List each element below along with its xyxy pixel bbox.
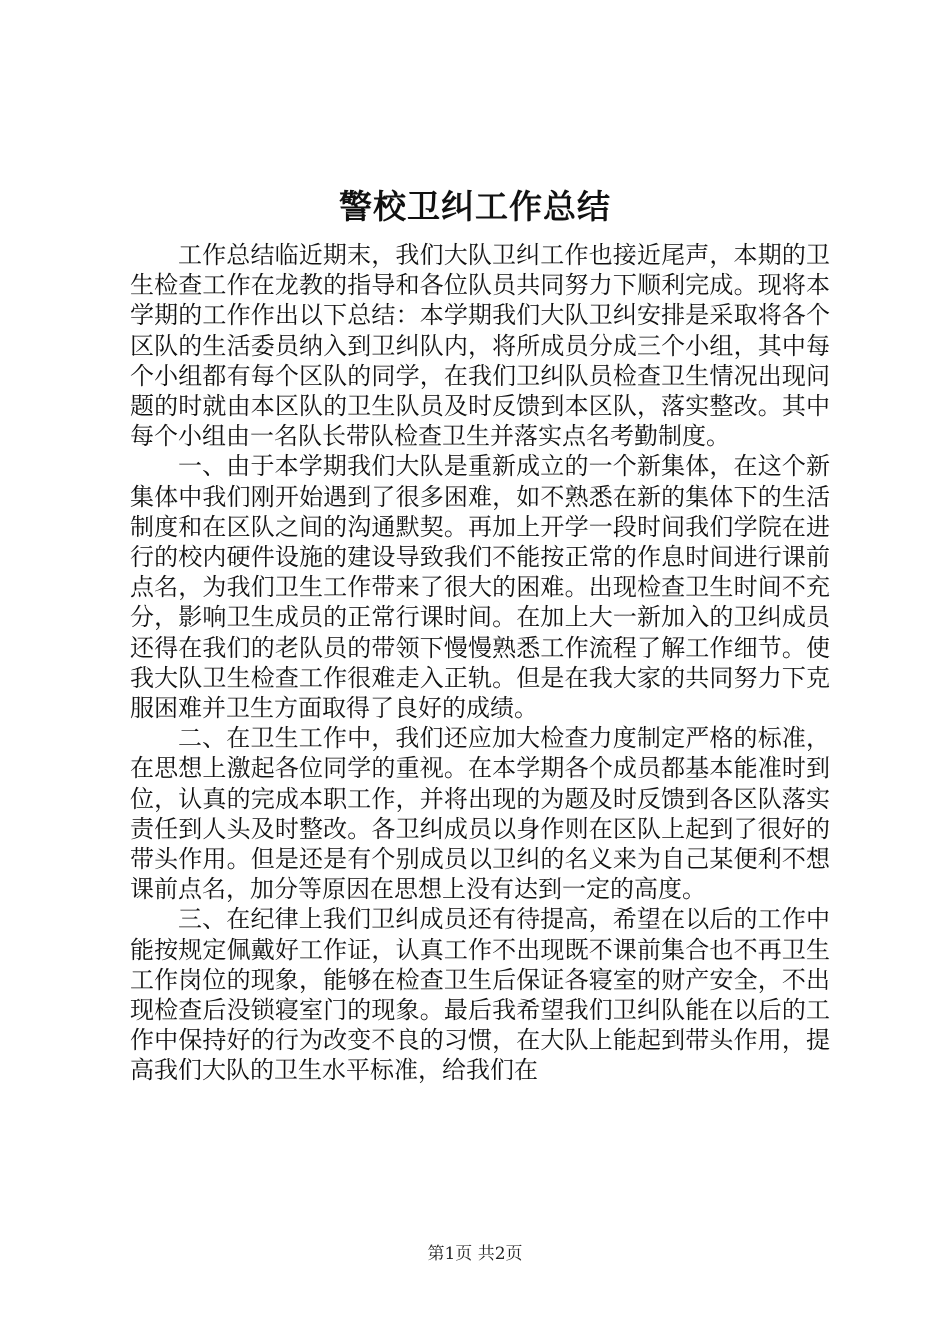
paragraph-three: 三、在纪律上我们卫纠成员还有待提高，希望在以后的工作中能按规定佩戴好工作证，认真工作不出现既不课前集合也不再卫生工作岗位的现象，能够在检查卫生后保证各寝室的财产安全，不出现检查后没锁寝室门的现象。最后我希望我们卫纠队能在以后的工作中保持好的行为改变不良的习惯，在大队上能起到带头作用，提高我们大队的卫生水平标准，给我们在	[130, 905, 830, 1085]
page-number: 第1页 共2页	[427, 1244, 523, 1264]
document-body	[130, 240, 830, 1086]
paragraph-intro: 工作总结临近期末，我们大队卫纠工作也接近尾声，本期的卫生检查工作在龙教的指导和各位队员共同努力下顺利完成。现将本学期的工作作出以下总结：本学期我们大队卫纠安排是采取将各个区队的生活委员纳入到卫纠队内，将所成员分成三个小组，其中每个小组都有每个区队的同学，在我们卫纠队员检查卫生情况出现问题的时就由本区队的卫生队员及时反馈到本区队，落实整改。其中每个小组由一名队长带队检查卫生并落实点名考勤制度。	[130, 241, 830, 451]
document-title: 警校卫纠工作总结	[339, 187, 611, 226]
paragraph-two: 二、在卫生工作中，我们还应加大检查力度制定严格的标准，在思想上激起各位同学的重视。在本学期各个成员都基本能准时到位，认真的完成本职工作，并将出现的为题及时反馈到各区队落实责任到人头及时整改。各卫纠成员以身作则在区队上起到了很好的带头作用。但是还是有个别成员以卫纠的名义来为自己某便利不想课前点名，加分等原因在思想上没有达到一定的高度。	[130, 724, 830, 904]
paragraph-one: 一、由于本学期我们大队是重新成立的一个新集体，在这个新集体中我们刚开始遇到了很多困难，如不熟悉在新的集体下的生活制度和在区队之间的沟通默契。再加上开学一段时间我们学院在进行的校内硬件设施的建设导致我们不能按正常的作息时间进行课前点名，为我们卫生工作带来了很大的困难。出现检查卫生时间不充分，影响卫生成员的正常行课时间。在加上大一新加入的卫纠成员还得在我们的老队员的带领下慢慢熟悉工作流程了解工作细节。使我大队卫生检查工作很难走入正轨。但是在我大家的共同努力下克服困难并卫生方面取得了良好的成绩。	[130, 452, 830, 723]
